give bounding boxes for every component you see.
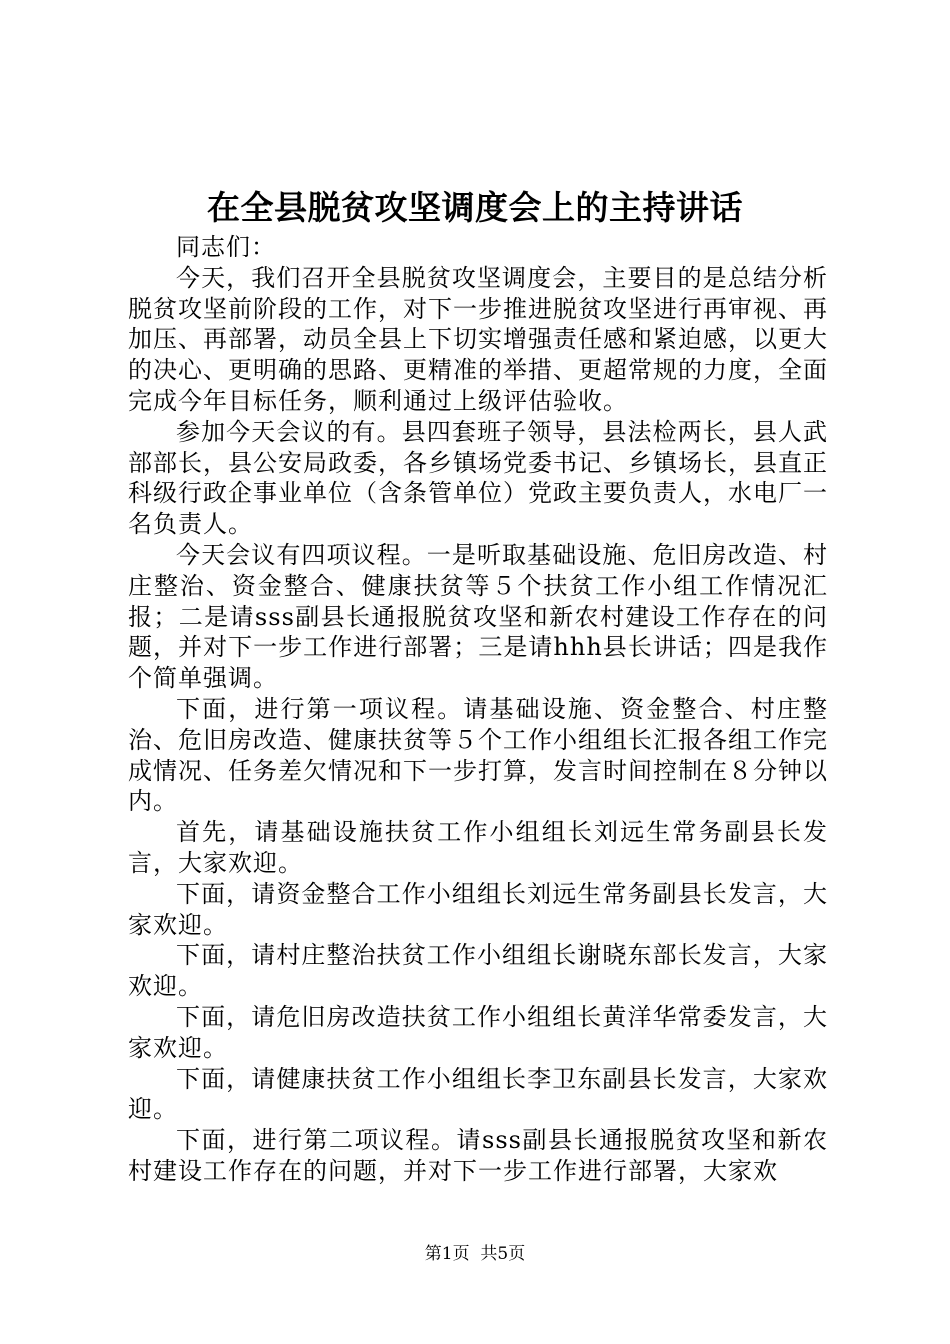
paragraph: 今天，我们召开全县脱贫攻坚调度会，主要目的是总结分析脱贫攻坚前阶段的工作，对下一步推进脱贫攻坚进行再审视、再加压、再部署，动员全县上下切实增强责任感和紧迫感，以更大的决心、更明确的思路、更精准的举措、更超常规的力度，全面完成今年目标任务，顺利通过上级评估验收。 (128, 263, 828, 415)
page-total: 共5页 (480, 1244, 526, 1264)
paragraph: 参加今天会议的有。县四套班子领导，县法检两长，县人武部部长，县公安局政委，各乡镇场党委书记、乡镇场长，县直正科级行政企事业单位（含条管单位）党政主要负责人，水电厂一名负责人。 (128, 417, 828, 539)
document-body (128, 232, 828, 1187)
paragraph: 下面，请危旧房改造扶贫工作小组组长黄洋华常委发言，大家欢迎。 (128, 1002, 828, 1062)
paragraph: 下面，请健康扶贫工作小组组长李卫东副县长发言，大家欢迎。 (128, 1064, 828, 1124)
paragraph-salutation: 同志们： (176, 233, 276, 261)
paragraph: 下面，进行第一项议程。请基础设施、资金整合、村庄整治、危旧房改造、健康扶贫等５个工作小组组长汇报各组工作完成情况、任务差欠情况和下一步打算，发言时间控制在８分钟以内。 (128, 694, 828, 816)
paragraph: 下面，进行第二项议程。请sss副县长通报脱贫攻坚和新农村建设工作存在的问题，并对下一步工作进行部署，大家欢 (128, 1126, 828, 1185)
page-footer (0, 1242, 950, 1266)
document-title: 在全县脱贫攻坚调度会上的主持讲话 (207, 188, 743, 227)
paragraph: 今天会议有四项议程。一是听取基础设施、危旧房改造、村庄整治、资金整合、健康扶贫等５个扶贫工作小组工作情况汇报；二是请sss副县长通报脱贫攻坚和新农村建设工作存在的问题，并对下一步工作进行部署；三是请hhh县长讲话；四是我作个简单强调。 (128, 540, 828, 693)
page-number: 第1页 (424, 1244, 470, 1264)
paragraph: 首先，请基础设施扶贫工作小组组长刘远生常务副县长发言，大家欢迎。 (128, 818, 828, 877)
paragraph: 下面，请资金整合工作小组组长刘远生常务副县长发言，大家欢迎。 (128, 879, 828, 939)
paragraph: 下面，请村庄整治扶贫工作小组组长谢晓东部长发言，大家欢迎。 (128, 941, 828, 1001)
